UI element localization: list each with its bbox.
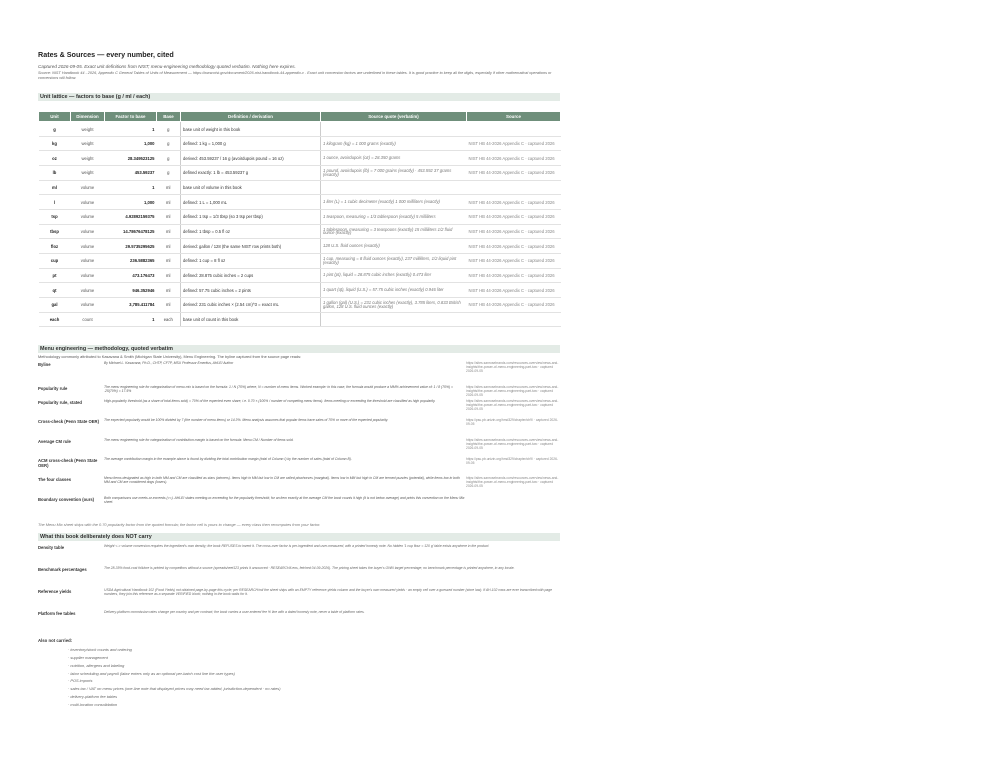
methodology-row bbox=[38, 457, 560, 476]
cell-definition: defined: 1 tsp = 1/3 tbsp (so 3 tsp per tbsp) bbox=[181, 210, 321, 225]
col-header-unit: Unit bbox=[39, 112, 71, 122]
methodology-subtitle: Methodology commonly attributed to Kasavana & Smith (Michigan State University), Menu Engineering. The byline captured from the source page reads: bbox=[38, 354, 302, 360]
lattice-row bbox=[39, 122, 561, 137]
cell-factor: 14.78676478125 bbox=[105, 224, 157, 239]
cell-dimension: weight bbox=[71, 122, 105, 137]
cell-base: g bbox=[157, 122, 181, 137]
lattice-row bbox=[39, 210, 561, 225]
cell-base: ml bbox=[157, 195, 181, 210]
cell-base: ml bbox=[157, 253, 181, 268]
cell-definition: derived: gallon / 128 (the same NIST row prints both) bbox=[181, 239, 321, 254]
cell-dimension: volume bbox=[71, 268, 105, 283]
cell-factor: 1 bbox=[105, 312, 157, 327]
cell-unit: lb bbox=[39, 166, 71, 181]
cell-quote: 1 teaspoon, measuring = 1/3 tablespoon (exactly) 5 milliliters bbox=[321, 210, 467, 225]
lattice-row bbox=[39, 253, 561, 268]
cell-source bbox=[467, 180, 561, 195]
methodology-source: https://sites.sanrosebrands.com/resources-overview/news-and-insights/the-power-of-menu-engineering-part-two · captured 2026-09-05 bbox=[466, 438, 559, 451]
methodology-row bbox=[38, 438, 560, 457]
source-note: Source: NIST Handbook 44 - 2026, Appendix C General Tables of Units of Measurement — https://www.nist.gov/document/2026-nist-handbook-44-appendix-c . Exact unit conversion factors are underlined in these tables. It is good practice to keep all the digits, especially if other mathematical operations or conversions will follow. bbox=[38, 71, 552, 80]
lattice-row bbox=[39, 180, 561, 195]
also-not-carried-item: · POS imports bbox=[68, 678, 93, 684]
not-carry-section-title: What this book deliberately does NOT carry bbox=[38, 533, 560, 541]
lattice-row bbox=[39, 268, 561, 283]
cell-base: ml bbox=[157, 268, 181, 283]
not-carry-row bbox=[38, 610, 560, 630]
cell-dimension: volume bbox=[71, 210, 105, 225]
cell-definition: defined: 28.875 cubic inches = 2 cups bbox=[181, 268, 321, 283]
cell-source: NIST HB 44-2026 Appendix C · captured 2026 bbox=[467, 210, 561, 225]
cell-quote bbox=[321, 180, 467, 195]
not-carry-text: Delivery-platform commission rates change per country and per contract; the book carries a user-entered fee % line with a dated honesty note, never a table of platform rates. bbox=[104, 610, 365, 615]
cell-dimension: weight bbox=[71, 136, 105, 151]
cell-quote: 1 liter (L) = 1 cubic decimeter (exactly) 1 000 milliliters (exactly) bbox=[321, 195, 467, 210]
cell-factor: 453.59237 bbox=[105, 166, 157, 181]
not-carry-list bbox=[38, 544, 560, 630]
col-header-factor: Factor to base bbox=[105, 112, 157, 122]
methodology-key: Cross-check (Penn State OER) bbox=[38, 418, 99, 424]
methodology-text: Menu items designated as high in both MM and CM are classified as stars (winners). Items high in MM but low in CM are called plowhorses (marginal). Items low in MM but high in CM are termed puzzles (potential), while items low in both MM and CM are considered dogs (losers). bbox=[104, 476, 460, 485]
cell-quote: 1 quart (qt), liquid (U.S.) = 57.75 cubic inches (exactly) 0.946 liter bbox=[321, 283, 467, 298]
methodology-row bbox=[38, 385, 560, 399]
cell-factor: 236.5882365 bbox=[105, 253, 157, 268]
methodology-text: The menu engineering rule for categorization of menu mix is based on the formula: 1 / N (70%) where, N = number of menu items. Worked example: in this case, the formula would produce a MM% achievement value of: 1 / 8 (70%) = .25(70%) = 17.5% bbox=[104, 385, 454, 394]
methodology-text: The expected popularity would be 100% divided by 7 (the number of menu items) or 14.3%. Menu analysis assumes that popular items have sales of 70% or more of the expected popularity. bbox=[104, 418, 389, 423]
not-carry-row bbox=[38, 544, 560, 566]
cell-factor: 28.349523125 bbox=[105, 151, 157, 166]
lattice-row bbox=[39, 283, 561, 298]
cell-quote: 1 kilogram (kg) = 1 000 grams (exactly) bbox=[321, 136, 467, 151]
cell-source: NIST HB 44-2026 Appendix C · captured 2026 bbox=[467, 195, 561, 210]
cell-quote: 128 U.S. fluid ounces (exactly) bbox=[321, 239, 467, 254]
methodology-key: The four classes bbox=[38, 476, 72, 482]
cell-definition: derived: 231 cubic inches × (2.54 cm)^3 = exact mL bbox=[181, 297, 321, 312]
col-header-definition: Definition / derivation bbox=[181, 112, 321, 122]
methodology-section-title: Menu engineering — methodology, quoted verbatim bbox=[38, 345, 560, 353]
lattice-row bbox=[39, 166, 561, 181]
methodology-key: Popularity rule, stated bbox=[38, 399, 82, 405]
methodology-key: ACM cross-check (Penn State OER) bbox=[38, 457, 98, 468]
cell-source: NIST HB 44-2026 Appendix C · captured 2026 bbox=[467, 151, 561, 166]
not-carry-key: Density table bbox=[38, 544, 65, 550]
not-carry-row bbox=[38, 588, 560, 610]
not-carry-text: Weight <-> volume conversion requires the ingredient's own density; the book REFUSES to invent it. The cross-over factor is per-ingredient and user-measured, with a printed honesty note. No hidden '1 cup flour = 120 g' table exists anywhere in the product. bbox=[104, 544, 490, 549]
cell-base: g bbox=[157, 166, 181, 181]
cell-unit: each bbox=[39, 312, 71, 327]
methodology-row bbox=[38, 476, 560, 496]
cell-unit: pt bbox=[39, 268, 71, 283]
lattice-row bbox=[39, 224, 561, 239]
methodology-row bbox=[38, 399, 560, 418]
cell-unit: oz bbox=[39, 151, 71, 166]
cell-factor: 1 bbox=[105, 122, 157, 137]
also-not-carried-item: · multi-location consolidation bbox=[68, 701, 118, 707]
cell-unit: qt bbox=[39, 283, 71, 298]
cell-factor: 1 bbox=[105, 180, 157, 195]
also-not-carried-item: · delivery-platform fee tables bbox=[68, 693, 118, 699]
conversion-note: The Menu Mix sheet ships with the 0.70 popularity factor from the quoted formula; the factor cell is yours to change — every class then recomputes from your factor. bbox=[38, 522, 321, 528]
methodology-row bbox=[38, 496, 560, 510]
cell-unit: tsp bbox=[39, 210, 71, 225]
cell-base: g bbox=[157, 136, 181, 151]
cell-source bbox=[467, 312, 561, 327]
methodology-row bbox=[38, 418, 560, 438]
cell-unit: gal bbox=[39, 297, 71, 312]
also-not-carried-item: · sales tax / VAT on menu prices (one-line note that displayed prices may need tax added, jurisdiction-dependent · no rates) bbox=[68, 686, 281, 692]
methodology-key: Average CM rule bbox=[38, 438, 71, 444]
cell-definition: base unit of volume in this book bbox=[181, 180, 321, 195]
cell-definition: defined: 57.75 cubic inches = 2 pints bbox=[181, 283, 321, 298]
methodology-text: Both comparisons use meets-or-exceeds (>=). AHLEI states meeting-or-exceeding for the popularity threshold; for an item exactly at the average CM the book counts it high (it is not below average) and prints this convention on the Menu Mix sheet. bbox=[104, 496, 465, 505]
cell-quote: 1 cup, measuring = 8 fluid ounces (exactly), 237 milliliters, 1/2 liquid pint (exactly) bbox=[321, 253, 467, 268]
cell-definition: defined exactly: 1 lb = 453.59237 g bbox=[181, 166, 321, 181]
cell-definition: defined: 1 tbsp = 0.5 fl oz bbox=[181, 224, 321, 239]
cell-definition: derived: 453.59237 / 16 g (avoirdupois pound = 16 oz) bbox=[181, 151, 321, 166]
lattice-header-row bbox=[39, 112, 561, 122]
cell-source: NIST HB 44-2026 Appendix C · captured 2026 bbox=[467, 268, 561, 283]
cell-definition: defined: 1 cup = 8 fl oz bbox=[181, 253, 321, 268]
cell-definition: defined: 1 L = 1,000 mL bbox=[181, 195, 321, 210]
cell-factor: 29.5735295625 bbox=[105, 239, 157, 254]
not-carry-key: Reference yields bbox=[38, 588, 72, 594]
cell-unit: g bbox=[39, 122, 71, 137]
cell-dimension: weight bbox=[71, 166, 105, 181]
methodology-source: https://sites.sanrosebrands.com/resources-overview/news-and-insights/the-power-of-menu-engineering-part-two · captured 2026-09-05 bbox=[466, 385, 559, 398]
methodology-source: https://sites.sanrosebrands.com/resources-overview/news-and-insights/the-power-of-menu-engineering-part-two · captured 2026-09-05 bbox=[466, 361, 559, 374]
cell-unit: floz bbox=[39, 239, 71, 254]
methodology-source: https://psu.pb.unizin.org/hmd329/chapter/ch9/ · captured 2026-09-05 bbox=[466, 418, 559, 427]
not-carry-key: Platform fee tables bbox=[38, 610, 76, 616]
methodology-key: Byline bbox=[38, 361, 51, 367]
cell-base: ml bbox=[157, 224, 181, 239]
cell-source: NIST HB 44-2026 Appendix C · captured 2026 bbox=[467, 253, 561, 268]
col-header-dimension: Dimension bbox=[71, 112, 105, 122]
also-not-carried-title: Also not carried: bbox=[38, 638, 73, 644]
cell-dimension: weight bbox=[71, 151, 105, 166]
cell-source: NIST HB 44-2026 Appendix C · captured 2026 bbox=[467, 239, 561, 254]
lattice-row bbox=[39, 297, 561, 312]
methodology-text: High-popularity threshold (as a share of total items sold) = 70% of the expected even share, i.e. 0.70 × (100% / number of competing menu items). Items meeting or exceeding the threshold are classified as high popularity. bbox=[104, 399, 436, 404]
cell-source: NIST HB 44-2026 Appendix C · captured 2026 bbox=[467, 297, 561, 312]
page-title: Rates & Sources — every number, cited bbox=[38, 50, 174, 59]
cell-factor: 1,000 bbox=[105, 136, 157, 151]
cell-source: NIST HB 44-2026 Appendix C · captured 2026 bbox=[467, 166, 561, 181]
cell-unit: ml bbox=[39, 180, 71, 195]
cell-unit: l bbox=[39, 195, 71, 210]
cell-dimension: volume bbox=[71, 224, 105, 239]
cell-definition: base unit of count in this book bbox=[181, 312, 321, 327]
cell-quote: 1 ounce, avoirdupois (oz) = 28.350 grams bbox=[321, 151, 467, 166]
not-carry-key: Benchmark percentages bbox=[38, 566, 87, 572]
lattice-row bbox=[39, 239, 561, 254]
cell-source: NIST HB 44-2026 Appendix C · captured 2026 bbox=[467, 224, 561, 239]
methodology-source: https://sites.sanrosebrands.com/resources-overview/news-and-insights/the-power-of-menu-engineering-part-two · captured 2026-09-05 bbox=[466, 399, 559, 412]
unit-lattice-table bbox=[38, 111, 561, 327]
col-header-base: Base bbox=[157, 112, 181, 122]
cell-dimension: volume bbox=[71, 283, 105, 298]
cell-factor: 1,000 bbox=[105, 195, 157, 210]
cell-quote: 1 pound, avoirdupois (lb) = 7 000 grains (exactly) · 453.592 37 grams (exactly) bbox=[321, 166, 467, 181]
lattice-row bbox=[39, 151, 561, 166]
cell-dimension: volume bbox=[71, 180, 105, 195]
also-not-carried-item: · supplier management bbox=[68, 654, 108, 660]
cell-quote bbox=[321, 122, 467, 137]
cell-source bbox=[467, 122, 561, 137]
methodology-text: By Michael L. Kasavana, Ph.D., CHTP, CFTP, MSU Professor Emeritus, AHLEI Author bbox=[104, 361, 234, 366]
col-header-source: Source bbox=[467, 112, 561, 122]
also-not-carried-item: · labor scheduling and payroll (labor enters only as an optional per-batch cost line the user types) bbox=[68, 670, 235, 676]
cell-factor: 946.352946 bbox=[105, 283, 157, 298]
lattice-row bbox=[39, 195, 561, 210]
methodology-row bbox=[38, 361, 560, 385]
methodology-text: The menu engineering rule for categorization of contribution margin is based on the formula: Menu CM / Number of items sold. bbox=[104, 438, 294, 443]
cell-quote: 1 gallon (gal) (U.S.) = 231 cubic inches (exactly), 3.785 liters, 0.833 British gallon, 128 U.S. fluid ounces (exactly) bbox=[321, 297, 467, 312]
also-not-carried-list bbox=[68, 646, 560, 708]
cell-definition: defined: 1 kg = 1,000 g bbox=[181, 136, 321, 151]
lattice-row bbox=[39, 312, 561, 327]
cell-base: ml bbox=[157, 239, 181, 254]
cell-unit: tbsp bbox=[39, 224, 71, 239]
cell-unit: kg bbox=[39, 136, 71, 151]
methodology-source: https://sites.sanrosebrands.com/resources-overview/news-and-insights/the-power-of-menu-engineering-part-two · captured 2026-09-05 bbox=[466, 476, 559, 489]
cell-unit: cup bbox=[39, 253, 71, 268]
cell-base: each bbox=[157, 312, 181, 327]
cell-dimension: volume bbox=[71, 239, 105, 254]
methodology-source: https://psu.pb.unizin.org/hmd329/chapter/ch9/ · captured 2026-09-05 bbox=[466, 457, 559, 466]
rates-sources-page bbox=[38, 50, 560, 709]
cell-base: ml bbox=[157, 180, 181, 195]
cell-dimension: count bbox=[71, 312, 105, 327]
cell-source: NIST HB 44-2026 Appendix C · captured 2026 bbox=[467, 283, 561, 298]
cell-quote bbox=[321, 312, 467, 327]
cell-base: ml bbox=[157, 210, 181, 225]
also-not-carried-item: · nutrition, allergens and labeling bbox=[68, 662, 125, 668]
cell-source: NIST HB 44-2026 Appendix C · captured 2026 bbox=[467, 136, 561, 151]
not-carry-text: USDA Agricultural Handbook 102 (Food Yields) not obtained page-by-page this cycle; per RESEARCH/mil the sheet ships with an EMPTY reference-yields column and the buyer's own measured yields · an empty cell over a guessed number (store law). If AH-102 rows are ever transcribed with page numbers, they join this reference as a separate VERIFIED block; nothing in the book waits for it. bbox=[104, 588, 553, 597]
cell-dimension: volume bbox=[71, 297, 105, 312]
captured-note: Captured 2026-09-05. Exact unit definitions from NIST; menu-engineering methodology quoted verbatim. Nothing here expires. bbox=[38, 64, 296, 69]
cell-factor: 3,785.411784 bbox=[105, 297, 157, 312]
cell-dimension: volume bbox=[71, 195, 105, 210]
lattice-section-title: Unit lattice — factors to base (g / ml / each) bbox=[38, 93, 560, 101]
methodology-text: The average contribution margin in the example above is found by dividing the total contribution margin (total of Column I) by the number of sales (total of Column B). bbox=[104, 457, 352, 462]
methodology-key: Boundary convention (ours) bbox=[38, 496, 95, 502]
lattice-row bbox=[39, 136, 561, 151]
cell-quote: 1 tablespoon, measuring = 3 teaspoons (exactly) 15 milliliters 1/2 fluid ounce (exactly) bbox=[321, 224, 467, 239]
methodology-list bbox=[38, 361, 560, 510]
cell-dimension: volume bbox=[71, 253, 105, 268]
col-header-quote: Source quote (verbatim) bbox=[321, 112, 467, 122]
cell-quote: 1 pint (pt), liquid = 28.875 cubic inches (exactly) 0.473 liter bbox=[321, 268, 467, 283]
not-carry-text: The 28-35% food-cost folklore is printed by competitors without a source (spreadsheet123 prints it unsourced · RESEARCH/Lens, fetched 04-09-2026). The pricing sheet takes the buyer's OWN target percentage; no benchmark percentage is printed anywhere, in any locale. bbox=[104, 566, 515, 571]
cell-base: ml bbox=[157, 283, 181, 298]
also-not-carried-item: · inventory/stock counts and ordering bbox=[68, 647, 132, 653]
not-carry-row bbox=[38, 566, 560, 588]
cell-definition: base unit of weight in this book bbox=[181, 122, 321, 137]
cell-base: g bbox=[157, 151, 181, 166]
cell-factor: 473.176473 bbox=[105, 268, 157, 283]
methodology-key: Popularity rule bbox=[38, 385, 68, 391]
cell-factor: 4.92892159375 bbox=[105, 210, 157, 225]
cell-base: ml bbox=[157, 297, 181, 312]
